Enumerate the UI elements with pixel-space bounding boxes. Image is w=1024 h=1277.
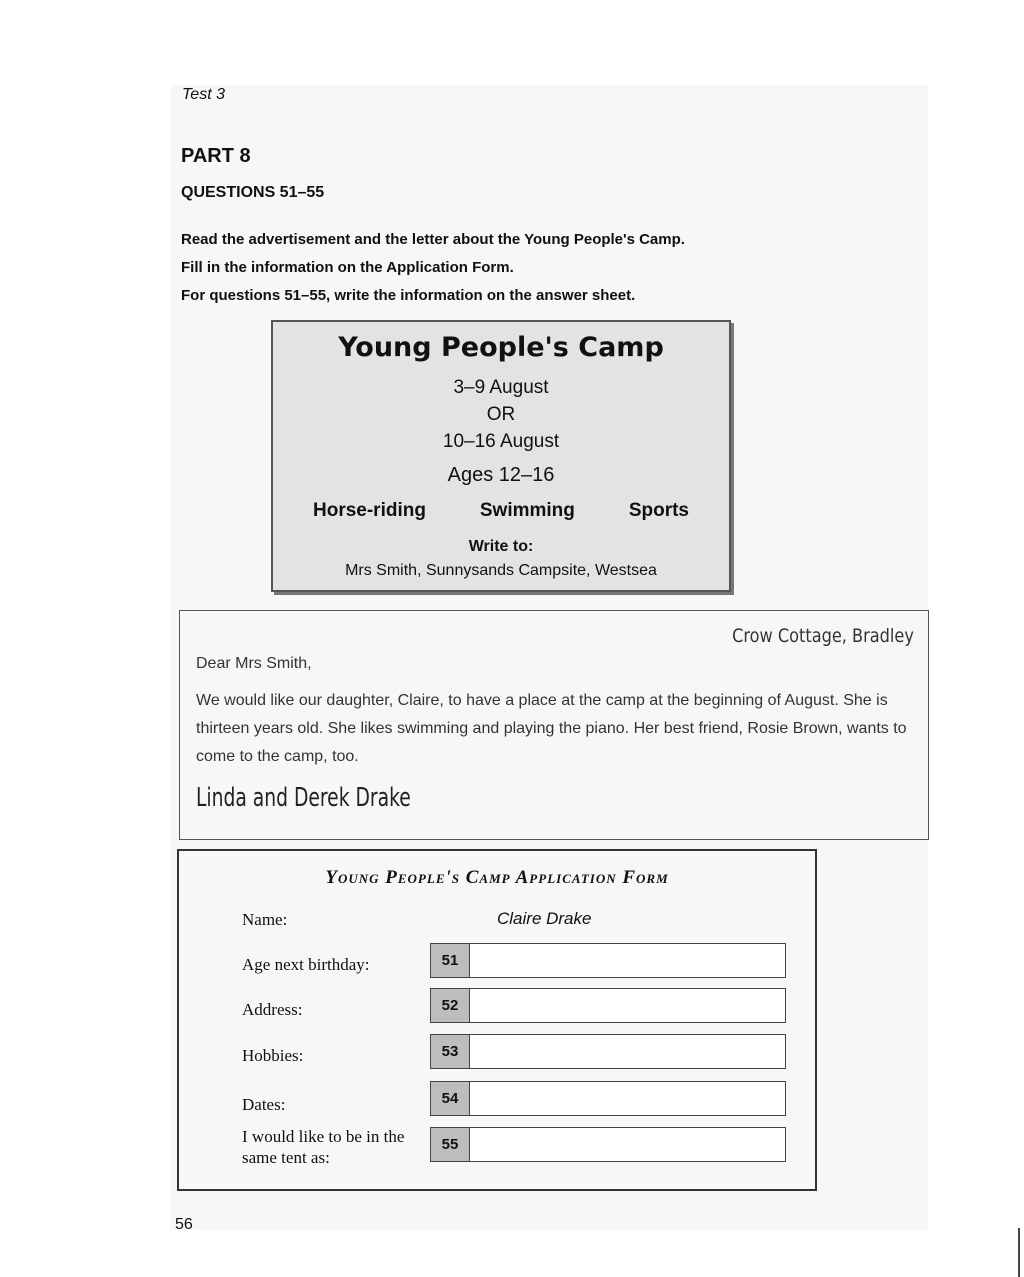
- advert-title: Young People's Camp: [338, 332, 664, 363]
- answer-field-52[interactable]: [430, 988, 786, 1023]
- advert-dates-second: 10–16 August: [442, 431, 560, 452]
- question-number: 52: [431, 989, 470, 1022]
- activity-horse-riding: Horse-riding: [313, 500, 426, 521]
- letter-greeting: Dear Mrs Smith,: [196, 655, 312, 672]
- instructions: [181, 226, 685, 310]
- form-label-hobbies: Hobbies:: [242, 1046, 304, 1065]
- advert-activities: [313, 500, 689, 522]
- form-name-label: Name:: [242, 910, 288, 929]
- answer-field-55[interactable]: [430, 1127, 786, 1162]
- form-label-age: Age next birthday:: [242, 955, 370, 974]
- questions-title: QUESTIONS 51–55: [181, 184, 325, 201]
- question-number: 53: [431, 1035, 470, 1068]
- answer-field-51[interactable]: [430, 943, 786, 978]
- advert-write-to-label: Write to:: [468, 538, 534, 555]
- form-name-value: Claire Drake: [497, 909, 592, 928]
- activity-swimming: Swimming: [479, 500, 575, 521]
- letter-address: Crow Cottage, Bradley: [732, 625, 914, 647]
- advert-or: OR: [486, 404, 516, 425]
- form-label-dates: Dates:: [242, 1095, 286, 1114]
- part-title: PART 8: [181, 145, 251, 167]
- running-head: Test 3: [182, 86, 225, 103]
- instruction-line: Fill in the information on the Application Form.: [181, 259, 514, 276]
- form-label-address: Address:: [242, 1000, 303, 1019]
- question-number: 54: [431, 1082, 470, 1115]
- instruction-line: Read the advertisement and the letter about the Young People's Camp.: [181, 231, 685, 248]
- answer-field-54[interactable]: [430, 1081, 786, 1116]
- question-number: 51: [431, 944, 470, 977]
- camp-advertisement: [271, 320, 731, 592]
- activity-sports: Sports: [628, 500, 689, 521]
- letter-signature: Linda and Derek Drake: [196, 783, 411, 813]
- form-title: Young People's Camp Application Form: [325, 867, 669, 888]
- advert-dates-first: 3–9 August: [453, 377, 549, 398]
- scan-edge: [1018, 1228, 1020, 1277]
- form-label-tent: I would like to be in the same tent as:: [242, 1127, 405, 1167]
- letter-body: We would like our daughter, Claire, to have a place at the camp at the beginning of August. She is thirteen years old. She likes swimming and playing the piano. Her best friend, Rosie Brown, wants to come to the camp, too.: [196, 692, 907, 765]
- page-number: 56: [175, 1216, 193, 1233]
- answer-field-53[interactable]: [430, 1034, 786, 1069]
- question-number: 55: [431, 1128, 470, 1161]
- application-form: [177, 849, 817, 1191]
- instruction-line: For questions 51–55, write the information on the answer sheet.: [181, 287, 636, 304]
- advert-ages: Ages 12–16: [447, 464, 555, 486]
- letter: [179, 610, 929, 840]
- advert-write-to-address: Mrs Smith, Sunnysands Campsite, Westsea: [345, 562, 657, 579]
